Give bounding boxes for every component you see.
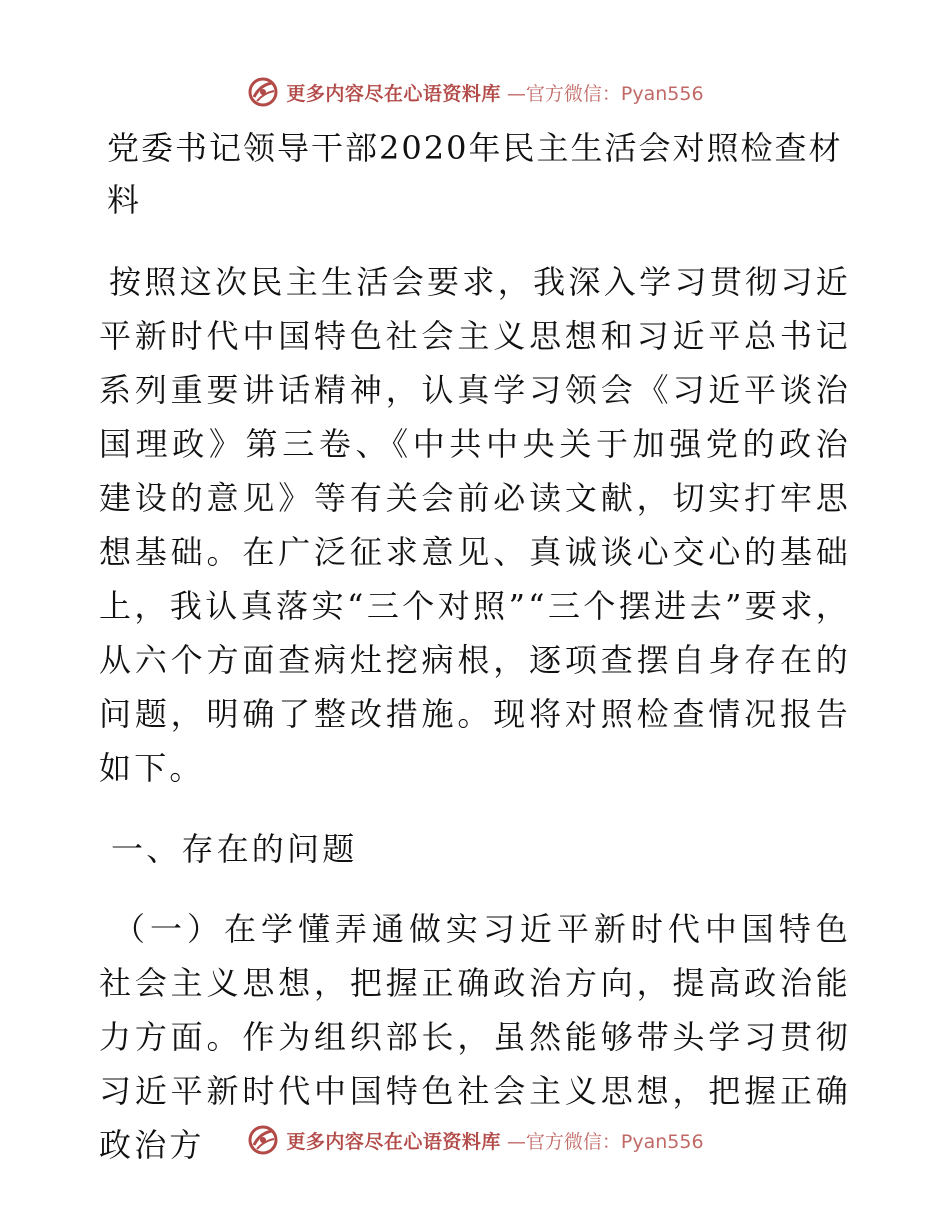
header-watermark-banner <box>0 72 950 112</box>
swirl-logo-icon <box>246 1123 280 1157</box>
watermark-main-text: 更多内容尽在心语资料库 <box>286 1130 501 1153</box>
intro-paragraph: 按照这次民主生活会要求，我深入学习贯彻习近平新时代中国特色社会主义思想和习近平总书记系列重要讲话精神，认真学习领会《习近平谈治国理政》第三卷、《中共中央关于加强党的政治建设的意见》等有关会前必读文献，切实打牢思想基础。在广泛征求意见、真诚谈心交心的基础上，我认真落实“三个对照”“三个摆进去”要求，从六个方面查病灶挖病根，逐项查摆自身存在的问题，明确了整改措施。现将对照检查情况报告如下。 <box>99 263 851 787</box>
section-heading: 一、存在的问题 <box>111 830 358 868</box>
watermark-sub-text: —官方微信：Pyan556 <box>506 1130 704 1153</box>
watermark-sub-text: —官方微信：Pyan556 <box>506 82 704 105</box>
document-title: 党委书记领导干部2020年民主生活会对照检查材料 <box>107 129 843 219</box>
document-body <box>99 122 851 1172</box>
footer-watermark-banner <box>0 1120 950 1160</box>
watermark-main-text: 更多内容尽在心语资料库 <box>286 82 501 105</box>
section-paragraph: （一）在学懂弄通做实习近平新时代中国特色社会主义思想，把握正确政治方向，提高政治能力方面。作为组织部长，虽然能够带头学习贯彻习近平新时代中国特色社会主义思想，把握正确政治方 <box>99 910 851 1164</box>
swirl-logo-icon <box>246 75 280 109</box>
